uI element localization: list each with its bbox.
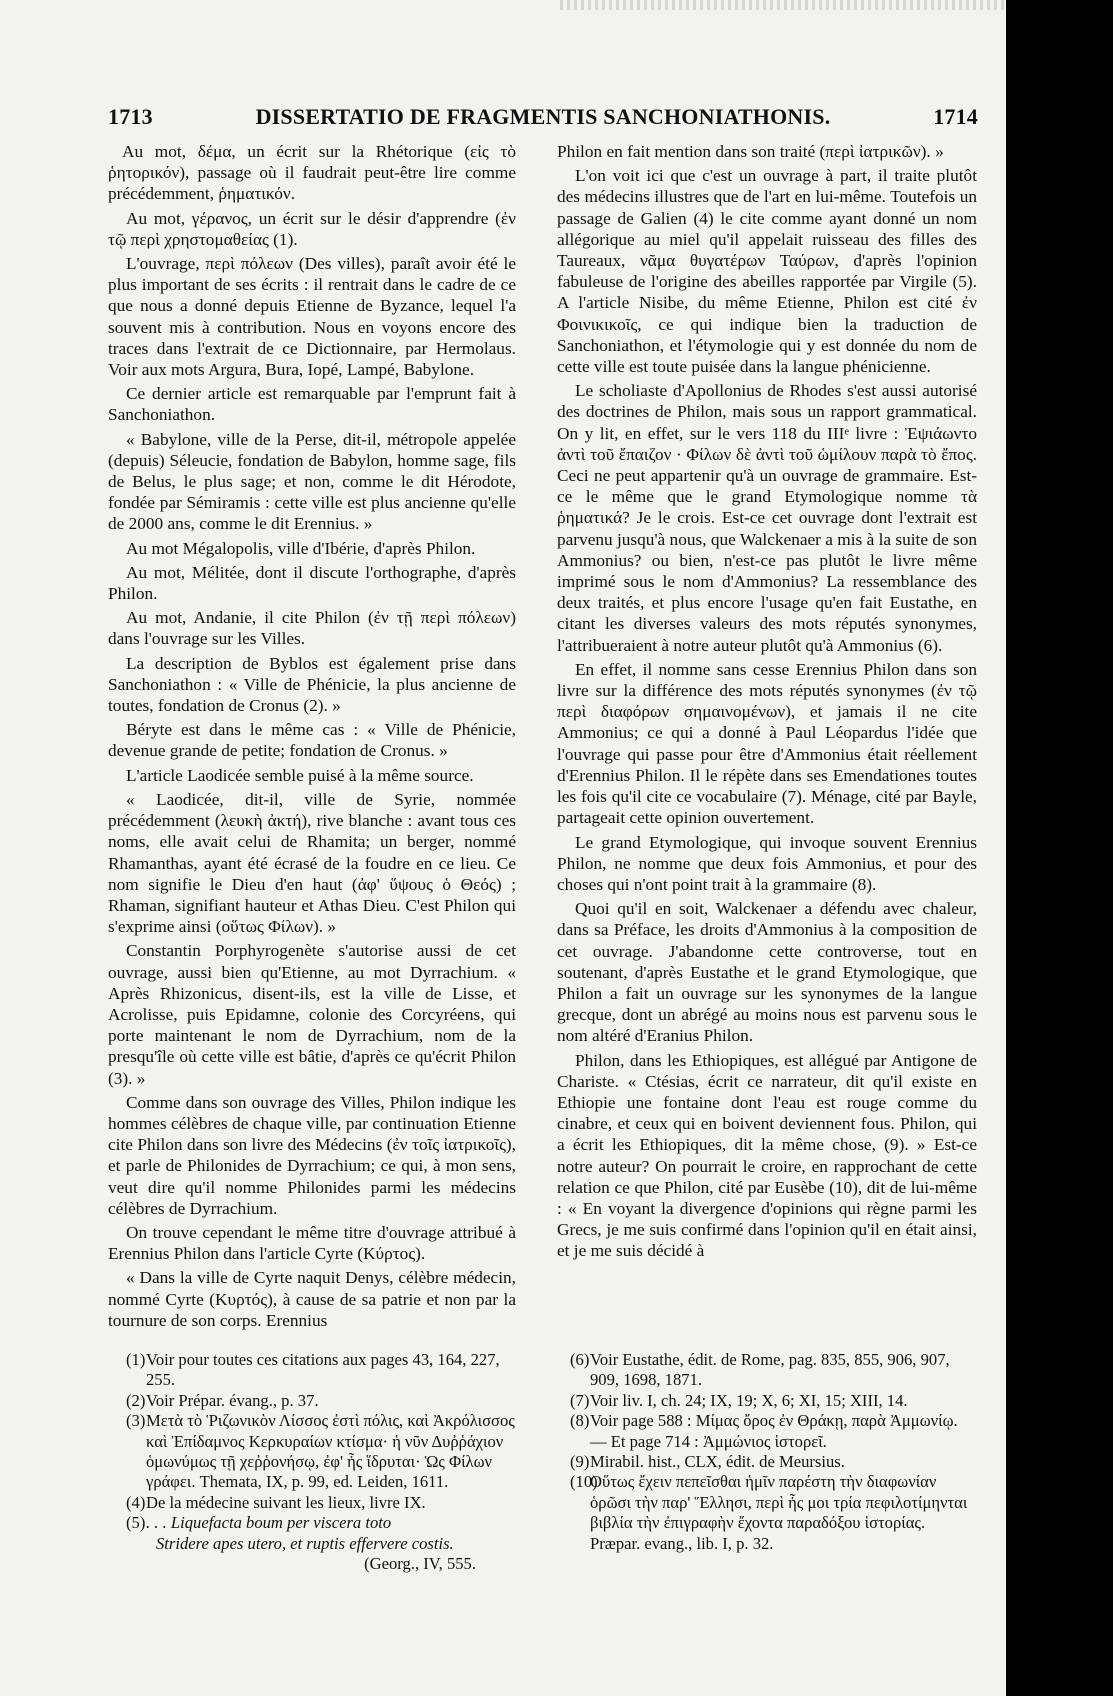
footnote-number: (2) [126, 1390, 146, 1410]
footnote-number: (5) [126, 1513, 146, 1533]
footnote-number: (8) [570, 1411, 590, 1431]
paragraph: « Babylone, ville de la Perse, dit-il, métropole appelée (depuis) Séleucie, fondation de Babylon, homme sage, fils de Belus, le plus sage; et non, comme le dit Hérodote, fondée par Sémiramis : cette ville est plus ancienne qu'elle de 2000 ans, comme le dit Erennius. » [108, 429, 516, 534]
paragraph: « Laodicée, dit-il, ville de Syrie, nommée précédemment (λευκὴ ἀκτή), rive blanche : avant tous ces noms, elle avait celui de Rhamita; un berger, nommé Rhamanthas, ayant été écrasé de la foudre en ce lieu. Ce nom signifie le Dieu d'en haut (ἀφ' ὕψους ὁ Θεός) ; Rhaman, signifiant hauteur et Athas Dieu. C'est Philon qui s'exprime ainsi (οὕτως Φίλων). » [108, 789, 516, 937]
footnotes-left [126, 1350, 526, 1574]
footnote-number: (7) [570, 1390, 590, 1410]
running-header [108, 104, 978, 134]
footnote-text: Voir Prépar. évang., p. 37. [146, 1390, 319, 1410]
footnote-text: Voir page 588 : Μίμας ὄρος ἐν Θράκῃ, παρὰ Ἀμμωνίῳ. — Et page 714 : Ἀμμώνιος ἱστορεῖ. [590, 1411, 958, 1451]
footnote-source [126, 1554, 526, 1574]
paragraph: L'on voit ici que c'est un ouvrage à part, il traite plutôt des médecins illustres que de l'art en lui-même. Toutefois un passage de Galien (4) le cite comme ayant donné un nom allégorique au miel qu'il appelait ruisseau des filles des Taureaux, νᾶμα θυγατέρων Ταύρων, d'après l'opinion fabuleuse de l'origine des abeilles rapportée par Virgile (5). A l'article Nisibe, du même Etienne, Philon est cité ἐν Φοινικικοῖς, ce qui indique bien la traduction de Sanchoniathon, et l'étymologie qui y est donnée du nom de cette ville est toute puisée dans la langue phénicienne. [557, 166, 977, 377]
footnote [126, 1513, 526, 1533]
scan-artifact [560, 0, 1006, 10]
footnote-number: (1) [126, 1350, 146, 1369]
footnote-text: Voir Eustathe, édit. de Rome, pag. 835, 855, 906, 907, 909, 1698, 1871. [590, 1350, 950, 1390]
header-title: DISSERTATIO DE FRAGMENTIS SANCHONIATHONIS. [255, 104, 831, 129]
paragraph: Constantin Porphyrogenète s'autorise aussi de cet ouvrage, aussi bien qu'Etienne, au mot Dyrrachium. « Après Rhizonicus, disent-ils, est la ville de Lisse, et Acrolisse, puis Epidamne, colonie des Corcyréens, qui porte maintenant le nom de Dyrrachium, nom de la presqu'île où cette ville est bâtie, d'après ce qu'écrit Philon (3). » [108, 941, 516, 1088]
paragraph: « Dans la ville de Cyrte naquit Denys, célèbre médecin, nommé Cyrte (Κυρτός), à cause de sa patrie et non par la tournure de son corps. Erennius [108, 1268, 516, 1330]
footnotes-right [570, 1350, 977, 1554]
paragraph: Le grand Etymologique, qui invoque souvent Erennius Philon, ne nomme que deux fois Ammonius, et pour des choses qui n'ont point trait à la grammaire (8). [557, 832, 977, 894]
paragraph: Au mot, Andanie, il cite Philon (ἐν τῇ περὶ πόλεων) dans l'ouvrage sur les Villes. [108, 608, 516, 649]
paragraph: Quoi qu'il en soit, Walckenaer a défendu avec chaleur, dans sa Préface, les droits d'Ammonius à la composition de cet ouvrage. J'abandonne cette controverse, tout en soutenant, d'après Eustathe et le grand Etymologique, que Philon a fait un ouvrage sur les synonymes de la langue grecque, dont un abrégé au moins nous est parvenu sous le nom altéré d'Eranius Philon. [557, 899, 977, 1046]
footnote [570, 1411, 977, 1452]
paragraph: L'ouvrage, περὶ πόλεων (Des villes), paraît avoir été le plus important de ses écrits : il rentrait dans le cadre de ce que nous a donné depuis Etienne de Byzance, lequel l'a souvent mis à contribution. Nous en voyons encore des traces dans l'extrait de ce Dictionnaire, par Hermolaus. Voir aux mots Argura, Bura, Iopé, Lampé, Babylone. [108, 254, 516, 380]
footnote-text: Voir liv. I, ch. 24; IX, 19; X, 6; XI, 15; XIII, 14. [590, 1390, 908, 1410]
paragraph: On trouve cependant le même titre d'ouvrage attribué à Erennius Philon dans l'article Cyrte (Κύρτος). [108, 1222, 516, 1264]
paragraph: Au mot, Mélitée, dont il discute l'orthographe, d'après Philon. [108, 562, 516, 604]
paragraph: Comme dans son ouvrage des Villes, Philon indique les hommes célèbres de chaque ville, par continuation Etienne cite Philon dans son livre des Médecins (ἐν τοῖς ἰατρικοῖς), et parle de Philonides de Dyrrachium; ce qui, à mon sens, veut dire qu'il nomme Philonides parmi les médecins célèbres de Dyrrachium. [108, 1092, 516, 1218]
paragraph: En effet, il nomme sans cesse Erennius Philon dans son livre sur la différence des mots réputés synonymes (ἐν τῷ περὶ διαφόρων σημαινομένων), et jamais il ne cite Ammonius; ce qui a donné à Paul Léopardus l'idée que l'ouvrage qui passe pour être d'Ammonius était réellement d'Erennius Philon. Il le répète dans ses Emendationes toutes les fois qu'il cite ce vocabulaire (7). Ménage, cité par Bayle, partageait cette opinion ouvertement. [557, 659, 977, 828]
paragraph: Au mot, δέμα, un écrit sur la Rhétorique (εἰς τὸ ῥητορικόν), passage où il faudrait peut-être lire comme précédemment, ῥηματικόν. [108, 142, 516, 204]
paragraph: La description de Byblos est également prise dans Sanchoniathon : « Ville de Phénicie, la plus ancienne de toutes, fondation de Cronus (2). » [108, 653, 516, 716]
footnote-text: Voir pour toutes ces citations aux pages 43, 164, 227, 255. [146, 1350, 500, 1390]
paragraph: Au mot, γέρανος, un écrit sur le désir d'apprendre (ἐν τῷ περὶ χρηστομαθείας (1). [108, 208, 516, 249]
left-column [108, 141, 516, 1334]
paragraph: Le scholiaste d'Apollonius de Rhodes s'est aussi autorisé des doctrines de Philon, mais sous un rapport grammatical. On y lit, en effet, sur le vers 118 du IIIᵉ livre : Ἐψιάωντο ἀντὶ τοῦ ἔπαιζον · Φίλων δὲ ἀντὶ τοῦ ὡμίλουν παρὰ τὸ ἔπος. Ceci ne peut appartenir qu'à un ouvrage de grammaire. Est-ce le même que le grand Etymologique nomme τὰ ῥηματικά? Je le crois. Est-ce cet ouvrage dont l'extrait est parvenu jusqu'à nous, que Walckenaer a mis à la suite de son Ammonius? ou bien, n'est-ce pas plutôt le livre même imprimé sous le nom d'Ammonius? La ressemblance des deux traités, et plus encore l'usage qu'en fait Eustathe, en citant les diverses valeurs des mots réputés synonymes, l'attribueraient à notre auteur plutôt qu'à Ammonius (6). [557, 381, 977, 655]
footnote [126, 1411, 526, 1493]
footnote-text: Mirabil. hist., CLX, édit. de Meursius. [590, 1452, 845, 1472]
footnote [126, 1391, 526, 1411]
paragraph: Philon, dans les Ethiopiques, est allégué par Antigone de Chariste. « Ctésias, écrit ce narrateur, dit qu'il existe en Ethiopie une fontaine dont l'eau est rouge comme du cinabre, et ceux qui en boivent deviennent fous. Philon, qui a écrit les Ethiopiques, dit la même chose, (9). » Est-ce notre auteur? On pourrait le croire, en rapprochant de cette relation ce que Philon, cité par Eusèbe (10), dit de lui-même : « En voyant la divergence d'opinions qui règne parmi les Grecs, je me suis confirmé dans l'opinion qu'il en était ainsi, et je me suis décidé à [557, 1050, 977, 1261]
footnote-number: (9) [570, 1452, 590, 1472]
footnote-text: . . . Liquefacta boum per viscera toto [146, 1513, 392, 1533]
paragraph: Béryte est dans le même cas : « Ville de Phénicie, devenue grande de petite; fondation de Cronus. » [108, 720, 516, 761]
footnote [126, 1493, 526, 1513]
right-column [557, 141, 977, 1265]
paragraph: L'article Laodicée semble puisé à la même source. [126, 765, 474, 785]
footnote-number: (3) [126, 1411, 146, 1431]
footnote-text: De la médecine suivant les lieux, livre IX. [146, 1492, 426, 1512]
footnote-text: Μετὰ τὸ Ῥιζωνικὸν Λίσσος ἐστὶ πόλις, καὶ Ἀκρόλισσος καὶ Ἐπίδαμνος Κερκυραίων κτίσμα· ἡ νῦν Δυῤῥάχιον ὁμωνύμως τῇ χεῤῥονήσῳ, ἐφ' ἧς ἵδρυται· Ὡς Φίλων γράφει. Themata, IX, p. 99, ed. Leiden, 1611. [146, 1411, 515, 1492]
footnote [126, 1350, 526, 1391]
paragraph: Au mot Mégalopolis, ville d'Ibérie, d'après Philon. [126, 538, 476, 558]
footnote-verse [126, 1534, 526, 1554]
footnote [570, 1472, 977, 1554]
footnote-text: Stridere apes utero, et ruptis effervere costis. [156, 1533, 454, 1553]
footnote-text: Οὕτως ἔχειν πεπεῖσθαι ἡμῖν παρέστη τὴν διαφωνίαν ὁρῶσι τὴν παρ' Ἕλλησι, περὶ ἧς μοι τρία πεφιλοτίμηνται βιβλία τὴν ἐπιγραφὴν ἔχοντα παραδόξου ἱστορίας. Præpar. evang., lib. I, p. 32. [590, 1472, 968, 1553]
footnote [570, 1350, 977, 1391]
page-number-left: 1713 [108, 104, 153, 129]
paragraph: Ce dernier article est remarquable par l'emprunt fait à Sanchoniathon. [108, 384, 516, 425]
footnote-number: (4) [126, 1492, 146, 1512]
paragraph: Philon en fait mention dans son traité (περὶ ἰατρικῶν). » [557, 142, 944, 161]
footnote [570, 1452, 977, 1472]
footnote-number: (6) [570, 1350, 590, 1369]
footnote [570, 1391, 977, 1411]
footnote-text: (Georg., IV, 555. [364, 1554, 476, 1574]
footnote-number: (10) [570, 1472, 598, 1492]
page-number-right: 1714 [933, 104, 978, 129]
